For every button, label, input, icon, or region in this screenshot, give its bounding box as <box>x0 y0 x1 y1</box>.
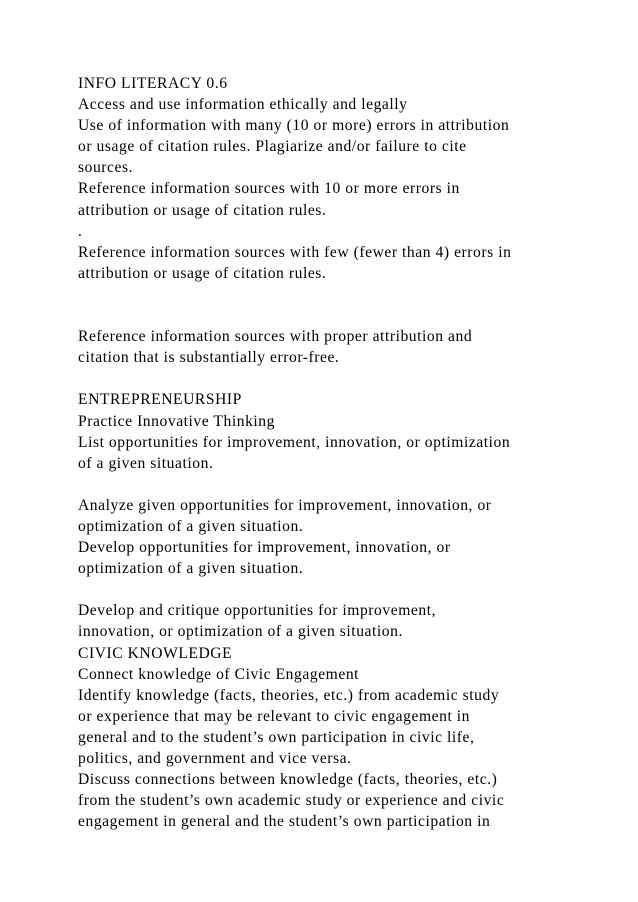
text-line: politics, and government and vice versa. <box>78 750 352 767</box>
text-line: Identify knowledge (facts, theories, etc.) from academic study <box>78 686 500 704</box>
text-line: or usage of citation rules. Plagiarize and/or failure to cite <box>78 138 467 156</box>
blank-line <box>78 368 623 389</box>
separator-dot: . <box>78 222 83 240</box>
document-body <box>78 73 623 832</box>
text-line: Reference information sources with proper attribution and <box>78 328 473 346</box>
text-line: general and to the student’s own participation in civic life, <box>78 728 475 746</box>
text-line: Reference information sources with 10 or more errors in <box>78 180 460 198</box>
blank-line <box>78 579 623 600</box>
text-line: optimization of a given situation. <box>78 517 304 535</box>
text-line: optimization of a given situation. <box>78 560 304 578</box>
text-line: or experience that may be relevant to civic engagement in <box>78 707 471 725</box>
text-line: Reference information sources with few (fewer than 4) errors in <box>78 243 512 261</box>
text-line: sources. <box>78 159 134 177</box>
level-1-description <box>78 115 623 178</box>
level-3-description <box>78 537 623 579</box>
section-entrepreneurship <box>78 389 623 642</box>
text-line: engagement in general and the student’s own participation in <box>78 813 491 831</box>
level-4-description <box>78 600 623 642</box>
level-2-description <box>78 495 623 537</box>
text-line: List opportunities for improvement, innovation, or optimization <box>78 433 511 451</box>
text-line: attribution or usage of citation rules. <box>78 201 327 219</box>
blank-line <box>78 305 623 326</box>
section-subheading: Connect knowledge of Civic Engagement <box>78 665 360 683</box>
text-line: of a given situation. <box>78 454 214 472</box>
level-2-description <box>78 769 623 832</box>
section-info-literacy <box>78 73 623 389</box>
section-heading: CIVIC KNOWLEDGE <box>78 644 233 662</box>
text-line: Discuss connections between knowledge (facts, theories, etc.) <box>78 771 498 789</box>
section-civic-knowledge <box>78 643 623 833</box>
text-line: attribution or usage of citation rules. <box>78 264 327 282</box>
level-1-description <box>78 432 623 474</box>
blank-line <box>78 474 623 495</box>
section-subheading: Access and use information ethically and legally <box>78 96 408 114</box>
level-3-description <box>78 242 623 284</box>
blank-line <box>78 284 623 305</box>
level-1-description <box>78 685 623 769</box>
section-subheading: Practice Innovative Thinking <box>78 412 275 430</box>
text-line: Analyze given opportunities for improvement, innovation, or <box>78 496 492 514</box>
level-4-description <box>78 326 623 368</box>
section-heading: ENTREPRENEURSHIP <box>78 391 242 409</box>
text-line: from the student’s own academic study or experience and civic <box>78 792 505 810</box>
text-line: Develop opportunities for improvement, innovation, or <box>78 539 451 557</box>
section-heading: INFO LITERACY 0.6 <box>78 75 228 92</box>
text-line: Use of information with many (10 or more) errors in attribution <box>78 117 510 135</box>
text-line: Develop and critique opportunities for improvement, <box>78 602 437 620</box>
text-line: innovation, or optimization of a given situation. <box>78 623 403 641</box>
level-2-description <box>78 178 623 220</box>
text-line: citation that is substantially error-free. <box>78 349 340 367</box>
